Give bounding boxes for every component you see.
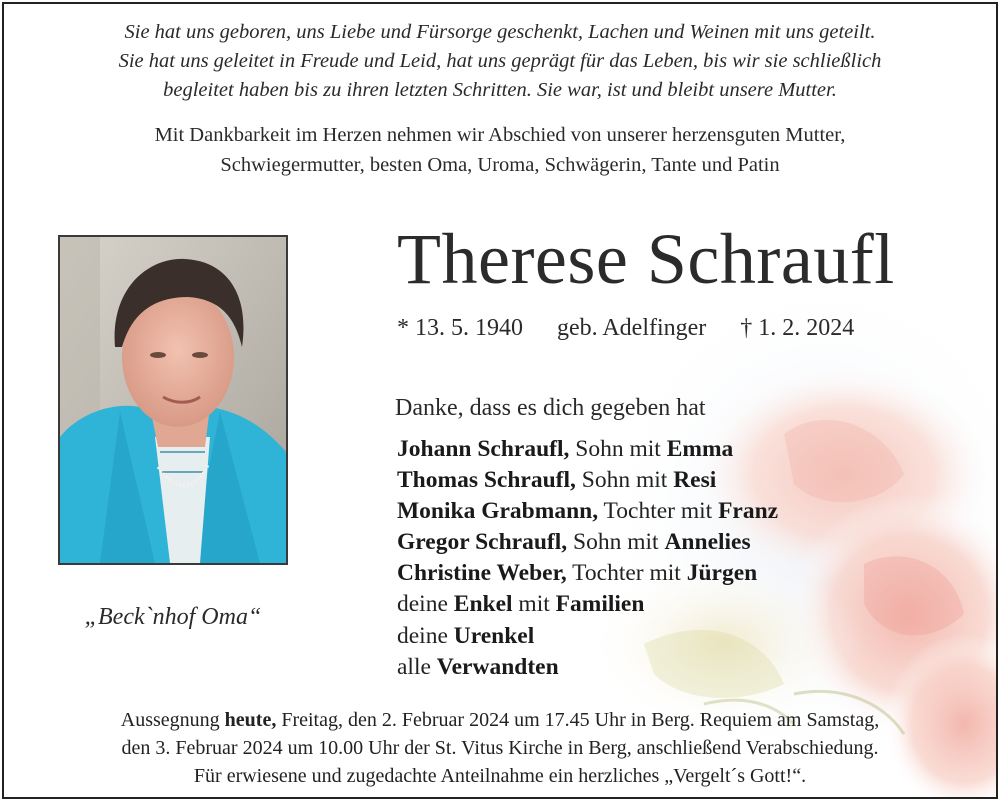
partner-name: Emma xyxy=(666,436,734,462)
prefix: alle xyxy=(397,653,437,680)
list-item xyxy=(397,434,778,465)
list-item xyxy=(397,558,778,589)
partner-name: Resi xyxy=(673,467,717,494)
group-name: Verwandten xyxy=(436,653,559,680)
service-details xyxy=(4,706,996,790)
list-item xyxy=(397,465,778,496)
poem-line: begleitet haben bis zu ihren letzten Schritten. Sie war, ist und bleibt unsere Mutter. xyxy=(163,79,837,101)
group-name: Familien xyxy=(555,591,645,618)
poem-line: Sie hat uns geboren, uns Liebe und Fürsorge geschenkt, Lachen und Weinen mit uns geteilt. xyxy=(124,21,876,43)
relation: Sohn mit xyxy=(567,529,665,556)
group-name: Enkel xyxy=(453,591,513,618)
mourner-name: Thomas Schraufl, xyxy=(397,467,576,494)
nickname: „Beck`nhof Oma“ xyxy=(84,604,262,630)
footer-line: den 3. Februar 2024 um 10.00 Uhr der St. Vitus Kirche in Berg, anschließend Verabschiedung. xyxy=(121,737,879,759)
maiden-name: geb. Adelfinger xyxy=(557,315,707,341)
prefix: deine xyxy=(397,622,454,649)
mourner-name: Gregor Schraufl, xyxy=(397,529,568,556)
footer-line: Für erwiesene und zugedachte Anteilnahme ein herzliches „Vergelt´s Gott!“. xyxy=(193,765,807,787)
partner-name: Annelies xyxy=(664,529,751,556)
life-dates xyxy=(397,315,854,342)
poem xyxy=(4,18,996,105)
thanks-line: Danke, dass es dich gegeben hat xyxy=(395,395,706,421)
mourner-name: Christine Weber, xyxy=(397,560,567,587)
partner-name: Jürgen xyxy=(686,560,758,587)
partner-name: Franz xyxy=(718,498,779,525)
intro-text xyxy=(4,120,996,180)
prefix: deine xyxy=(397,591,454,618)
footer-emphasis: heute, xyxy=(224,709,277,731)
family-list xyxy=(397,434,778,683)
poem-line: Sie hat uns geleitet in Freude und Leid, hat uns geprägt für das Leben, bis wir sie schließlich xyxy=(118,50,882,72)
list-item xyxy=(397,527,778,558)
list-item xyxy=(397,496,778,527)
list-item xyxy=(397,589,778,620)
portrait-photo xyxy=(58,235,288,565)
relation: Sohn mit xyxy=(569,436,667,462)
mourner-name: Johann Schraufl, xyxy=(397,436,570,462)
deceased-name: Therese Schraufl xyxy=(397,219,895,299)
relation: Tochter mit xyxy=(566,560,687,587)
footer-line xyxy=(4,706,996,734)
list-item xyxy=(397,621,778,652)
death-date: † 1. 2. 2024 xyxy=(740,315,855,341)
group-name: Urenkel xyxy=(453,622,535,649)
footer-text: Aussegnung xyxy=(120,709,225,731)
footer-text: Freitag, den 2. Februar 2024 um 17.45 Uhr in Berg. Requiem am Samstag, xyxy=(276,709,880,731)
relation: mit xyxy=(512,591,556,618)
mourner-name: Monika Grabmann, xyxy=(397,498,599,525)
intro-line: Mit Dankbarkeit im Herzen nehmen wir Abschied von unserer herzensguten Mutter, xyxy=(154,124,846,146)
birth-date: * 13. 5. 1940 xyxy=(397,315,523,341)
intro-line: Schwiegermutter, besten Oma, Uroma, Schwägerin, Tante und Patin xyxy=(220,154,780,176)
list-item xyxy=(397,652,778,683)
relation: Tochter mit xyxy=(598,498,719,525)
relation: Sohn mit xyxy=(575,467,674,494)
obituary-notice xyxy=(2,2,998,799)
